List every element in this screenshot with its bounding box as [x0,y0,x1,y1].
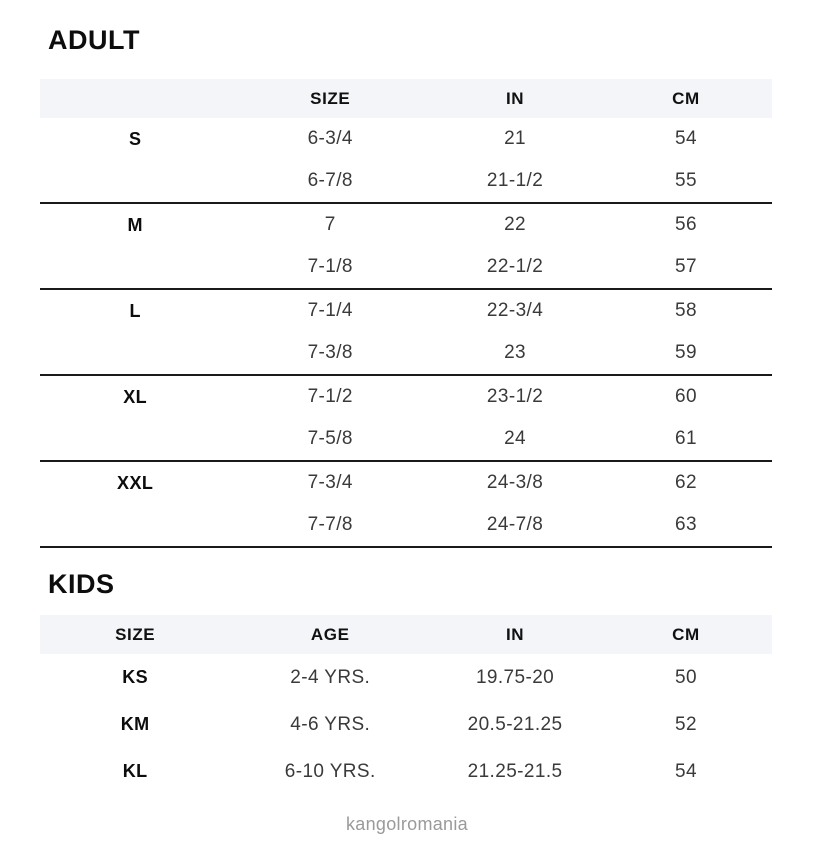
size-chart-page [0,27,814,841]
cell-in: 20.5-21.25 [467,713,563,735]
kids-header-cm: CM [672,624,700,644]
cell-size: 7-1/2 [307,386,353,407]
cell-in: 23-1/2 [486,386,544,407]
cell-in: 21-1/2 [486,170,544,191]
cell-cm: 50 [674,666,697,688]
table-row [40,246,772,288]
cell-size: 6-3/4 [307,128,353,149]
adult-header-size: SIZE [310,88,351,108]
cell-cm: 58 [674,300,697,321]
table-row [40,332,772,374]
size-group-l [40,290,772,376]
cell-size: 7-5/8 [307,428,353,449]
table-row [40,204,772,246]
cell-size: 7-1/4 [307,300,353,321]
cell-size: 7-7/8 [307,514,353,535]
kids-header-age: AGE [310,624,350,644]
cell-in: 21.25-21.5 [467,760,563,782]
size-group-xl [40,376,772,462]
cell-cm: 54 [674,760,697,782]
cell-in: 24-3/8 [486,472,544,493]
cell-age: 4-6 YRS. [290,713,371,735]
size-group-s [40,118,772,204]
size-label: KM [120,714,150,734]
table-row [40,504,772,546]
watermark-text: kangolromania [346,814,468,834]
table-row [40,701,772,748]
cell-in: 21 [504,128,527,149]
table-row [40,418,772,460]
adult-table-header-row [40,79,772,118]
cell-cm: 54 [674,128,697,149]
cell-size: 7 [324,214,336,235]
cell-size: 7-3/4 [307,472,353,493]
cell-size: 7-1/8 [307,256,353,277]
kids-section-title: KIDS [48,569,115,599]
table-row [40,654,772,701]
cell-cm: 57 [674,256,697,277]
kids-table-header-row [40,615,772,654]
size-label: KL [122,761,148,781]
size-label: S [128,128,142,149]
adult-size-table [40,79,772,548]
cell-cm: 61 [674,428,697,449]
table-row [40,118,772,160]
cell-in: 24 [504,428,527,449]
cell-cm: 63 [674,514,697,535]
adult-section-title: ADULT [48,25,140,55]
kids-size-table [40,615,772,795]
cell-cm: 59 [674,342,697,363]
size-label: M [127,214,143,235]
cell-in: 23 [504,342,527,363]
cell-in: 22-3/4 [486,300,544,321]
cell-size: 6-7/8 [307,170,353,191]
size-label: XL [123,386,148,407]
table-row [40,160,772,202]
table-row [40,748,772,795]
size-group-m [40,204,772,290]
size-label: XXL [117,472,154,493]
kids-header-size: SIZE [115,624,156,644]
size-group-xxl [40,462,772,548]
adult-header-cm: CM [672,88,700,108]
size-label: L [129,300,141,321]
cell-in: 24-7/8 [486,514,544,535]
cell-cm: 56 [674,214,697,235]
cell-age: 2-4 YRS. [290,666,371,688]
cell-size: 7-3/8 [307,342,353,363]
table-row [40,376,772,418]
kids-header-in: IN [505,624,525,644]
cell-cm: 62 [674,472,697,493]
cell-cm: 60 [674,386,697,407]
cell-cm: 55 [674,170,697,191]
table-row [40,290,772,332]
adult-header-in: IN [505,88,525,108]
cell-age: 6-10 YRS. [284,760,376,782]
cell-cm: 52 [674,713,697,735]
table-row [40,462,772,504]
size-label: KS [122,667,149,687]
cell-in: 19.75-20 [475,666,555,688]
cell-in: 22 [504,214,527,235]
cell-in: 22-1/2 [486,256,544,277]
